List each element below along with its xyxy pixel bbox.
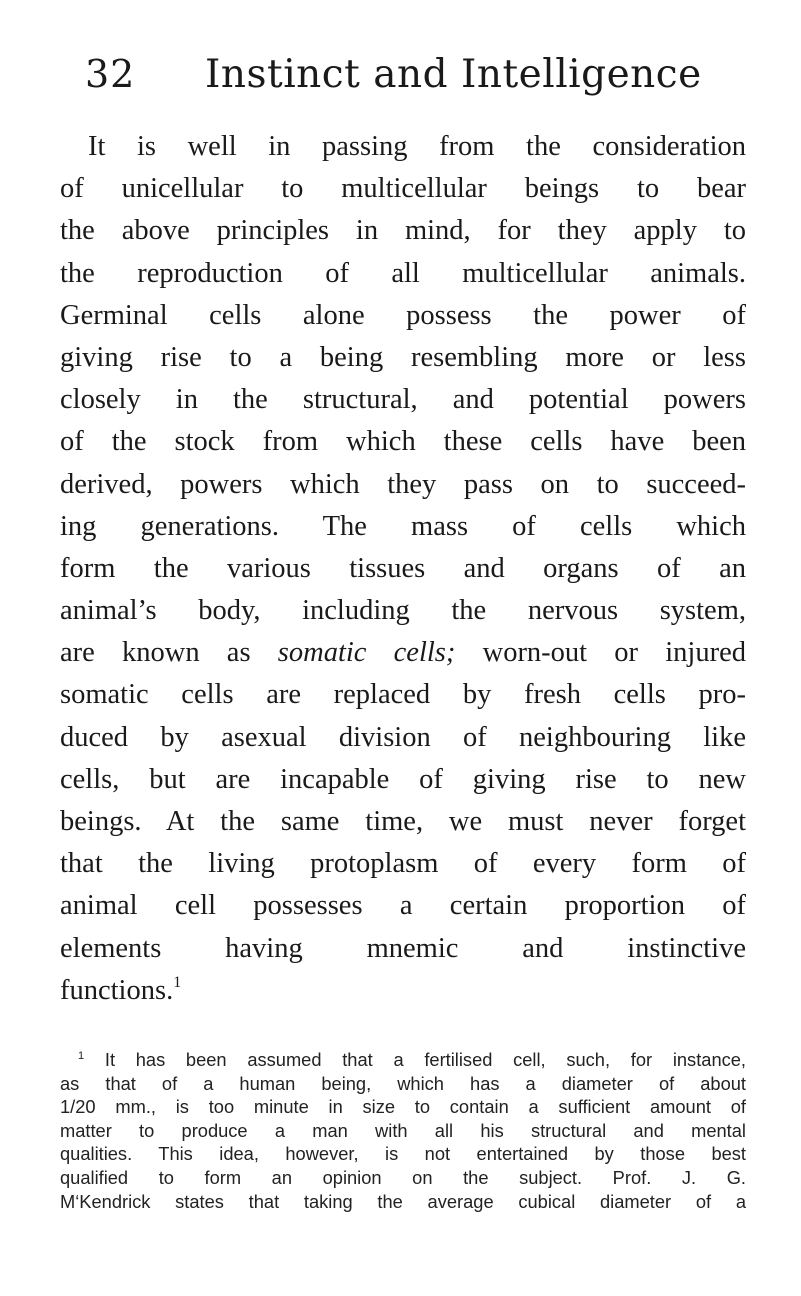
running-title: Instinct and Intelligence — [205, 52, 702, 97]
footnote-line: matter to produce a man with all his structural and mental — [60, 1119, 746, 1141]
body-line — [60, 970, 746, 1012]
body-line: cells, but are incapable of giving rise to new — [60, 763, 746, 795]
body-text — [60, 126, 746, 1012]
footnote-line: qualified to form an opinion on the subject. Prof. J. G. — [60, 1166, 746, 1188]
footnote-text-run: It has been assumed that a fertilised cell, such, for instance, — [104, 1049, 746, 1070]
body-line: animal’s body, including the nervous system, — [60, 595, 746, 627]
fraction: 1/20 — [60, 1096, 96, 1118]
body-line: somatic cells are replaced by fresh cells pro- — [60, 679, 746, 711]
page-number: 32 — [85, 52, 136, 96]
body-line — [60, 632, 746, 674]
body-line: beings. At the same time, we must never forget — [60, 806, 746, 837]
body-line: It is well in passing from the consideration — [88, 131, 746, 162]
running-head — [85, 52, 745, 112]
body-line: form the various tissues and organs of an — [60, 552, 746, 584]
body-line: derived, powers which they pass on to succeed- — [60, 468, 746, 500]
body-line: elements having mnemic and instinctive — [60, 932, 746, 964]
footnote-line: M‘Kendrick states that taking the average cubical diameter of a — [60, 1190, 746, 1212]
body-line: animal cell possesses a certain proportion of — [60, 890, 746, 922]
body-text-run: worn-out or injured — [455, 637, 746, 669]
body-line: ing generations. The mass of cells which — [60, 510, 746, 542]
footnote — [60, 1048, 746, 1213]
body-line: giving rise to a being resembling more or less — [60, 341, 746, 373]
footnote-text-run: mm., is too minute in size to contain a sufficient amount of — [95, 1096, 746, 1118]
body-line: the above principles in mind, for they apply to — [60, 215, 746, 247]
body-line: that the living protoplasm of every form of — [60, 848, 746, 880]
footnote-line — [60, 1095, 746, 1119]
body-text-run: are known as — [60, 637, 278, 669]
body-line: of the stock from which these cells have been — [60, 426, 746, 458]
footnote-line: qualities. This idea, however, is not entertained by those best — [60, 1143, 746, 1165]
body-line: of unicellular to multicellular beings to bear — [60, 173, 746, 205]
footnote-line — [60, 1048, 746, 1072]
body-line: the reproduction of all multicellular animals. — [60, 257, 746, 289]
body-line: closely in the structural, and potential powers — [60, 384, 746, 416]
body-line: Germinal cells alone possess the power of — [60, 299, 746, 331]
footnote-reference: 1 — [173, 973, 182, 991]
footnote-line: as that of a human being, which has a diameter of about — [60, 1072, 746, 1094]
body-line: duced by asexual division of neighbouring like — [60, 721, 746, 753]
body-text-run: functions. — [60, 974, 174, 1006]
footnote-marker: 1 — [78, 1050, 85, 1062]
italic-term: somatic cells; — [277, 637, 456, 669]
